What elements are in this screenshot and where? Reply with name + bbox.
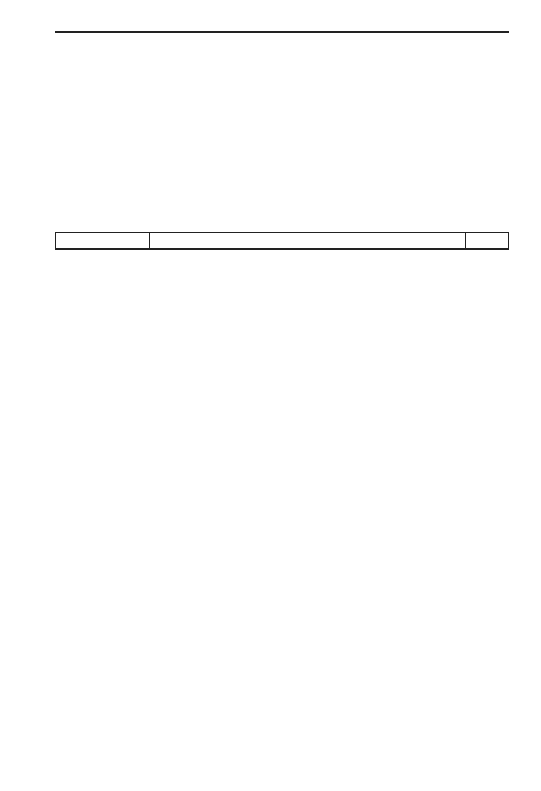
details-cell — [146, 32, 466, 33]
header-criteria — [56, 233, 150, 249]
details-cell — [149, 249, 465, 250]
criteria-cell — [56, 249, 150, 250]
points-cell — [466, 249, 509, 250]
evaluation-table — [55, 232, 509, 250]
table-header-row — [56, 233, 509, 249]
points-cell-empty — [466, 32, 509, 33]
header-details — [149, 233, 465, 249]
table-row — [56, 249, 509, 250]
criteria-cell-empty — [56, 32, 146, 33]
continuation-table — [55, 31, 509, 33]
header-points — [466, 233, 509, 249]
